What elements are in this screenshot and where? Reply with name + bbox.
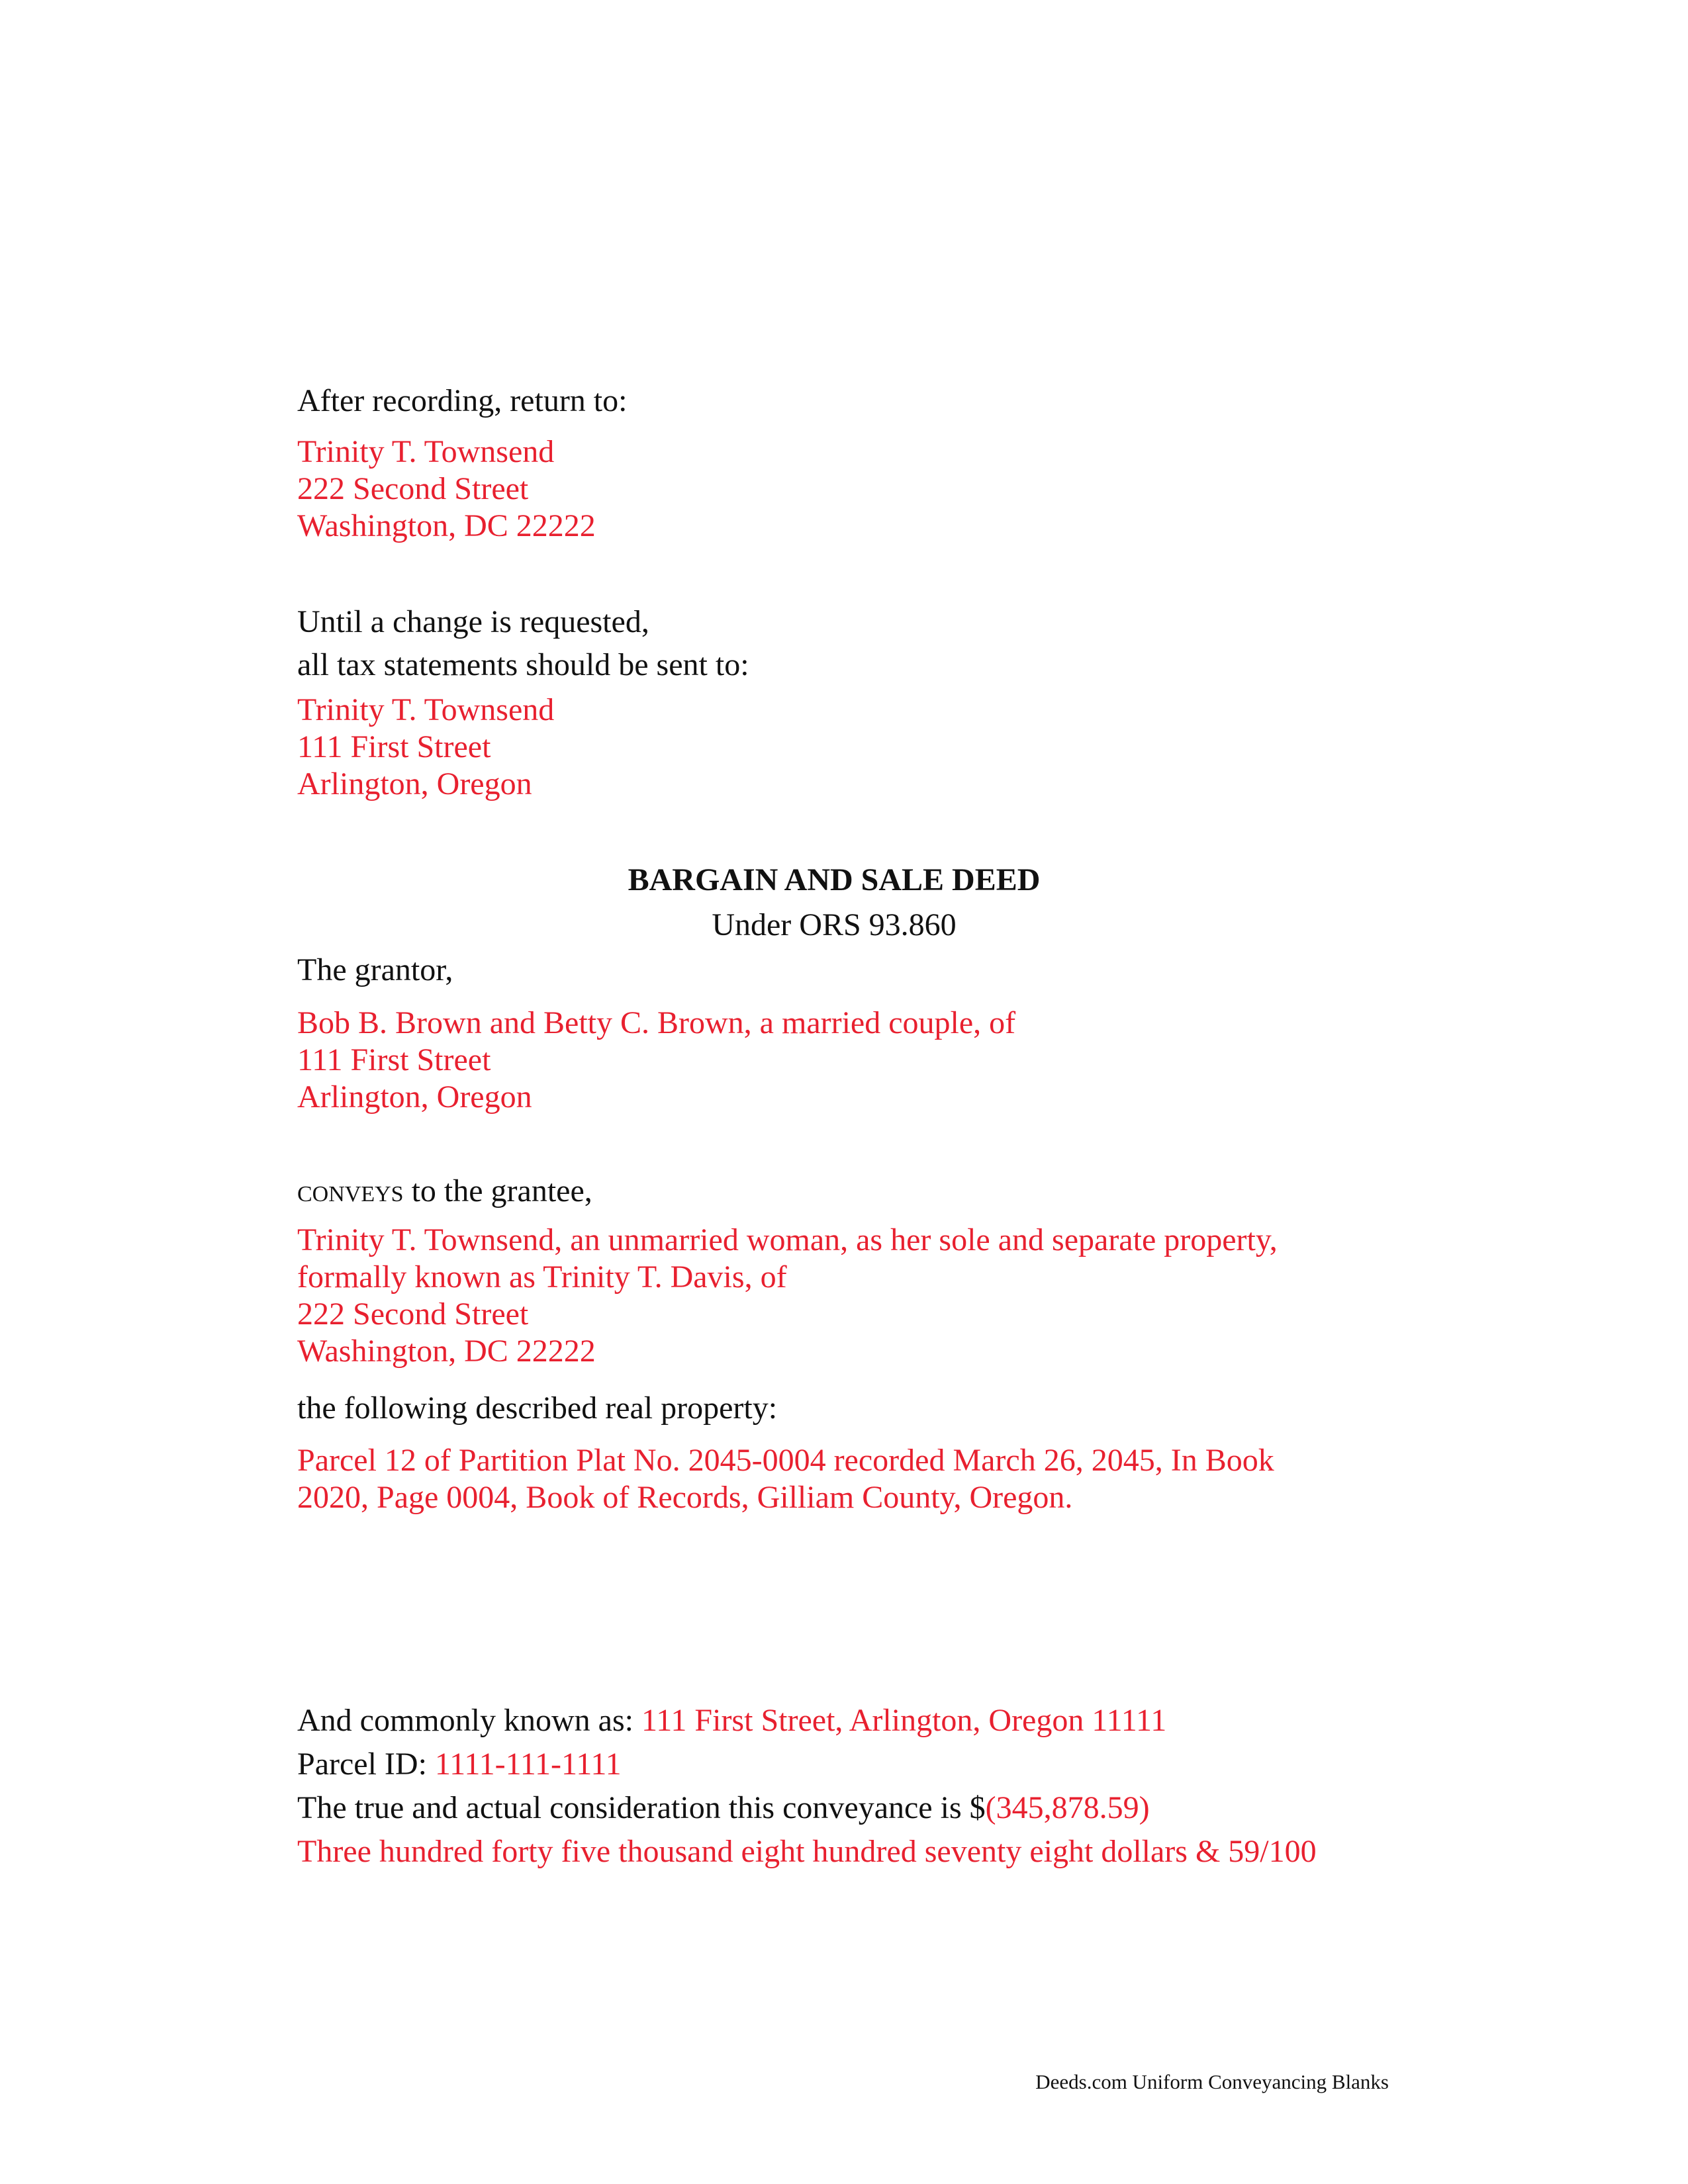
consideration-value: (345,878.59) (985, 1790, 1150, 1825)
consideration-line (297, 1790, 1150, 1827)
property-description-line-1: Parcel 12 of Partition Plat No. 2045-0004 recorded March 26, 2045, In Book (297, 1443, 1274, 1478)
grantee-city: Washington, DC 22222 (297, 1334, 596, 1369)
tax-statements-street: 111 First Street (297, 729, 491, 764)
consideration-words: Three hundred forty five thousand eight hundred seventy eight dollars & 59/100 (297, 1834, 1317, 1869)
grantee-name-line-1: Trinity T. Townsend, an unmarried woman, as her sole and separate property, (297, 1222, 1278, 1257)
grantee-name-line-2: formally known as Trinity T. Davis, of (297, 1259, 787, 1295)
return-to-name: Trinity T. Townsend (297, 434, 555, 469)
grantor-name: Bob B. Brown and Betty C. Brown, a married couple, of (297, 1005, 1016, 1040)
deed-subtitle: Under ORS 93.860 (712, 907, 957, 942)
grantor-street: 111 First Street (297, 1042, 491, 1077)
conveys-word: CONVEYS (297, 1182, 404, 1206)
return-to-label: After recording, return to: (297, 383, 628, 418)
footer-text: Deeds.com Uniform Conveyancing Blanks (1035, 2070, 1389, 2093)
tax-statements-city: Arlington, Oregon (297, 766, 532, 801)
parcel-id-label: Parcel ID: (297, 1747, 435, 1782)
tax-statements-name: Trinity T. Townsend (297, 692, 555, 727)
consideration-label: The true and actual consideration this conveyance is $ (297, 1790, 986, 1825)
tax-statements-label-1: Until a change is requested, (297, 604, 649, 639)
grantee-label: to the grantee, (403, 1173, 592, 1208)
tax-statements-label-2: all tax statements should be sent to: (297, 647, 749, 682)
return-to-city: Washington, DC 22222 (297, 508, 596, 543)
deed-title: BARGAIN AND SALE DEED (628, 862, 1041, 897)
grantor-label: The grantor, (297, 952, 453, 987)
property-description-line-2: 2020, Page 0004, Book of Records, Gilliam County, Oregon. (297, 1480, 1073, 1515)
commonly-known-label: And commonly known as: (297, 1703, 641, 1738)
commonly-known-value: 111 First Street, Arlington, Oregon 11111 (641, 1703, 1167, 1738)
commonly-known-line (297, 1702, 1166, 1739)
grantee-label-line (297, 1173, 592, 1213)
parcel-id-line (297, 1746, 622, 1783)
property-label: the following described real property: (297, 1390, 778, 1426)
grantor-city: Arlington, Oregon (297, 1079, 532, 1115)
parcel-id-value: 1111-111-1111 (434, 1747, 622, 1782)
return-to-street: 222 Second Street (297, 471, 529, 506)
grantee-street: 222 Second Street (297, 1297, 529, 1332)
